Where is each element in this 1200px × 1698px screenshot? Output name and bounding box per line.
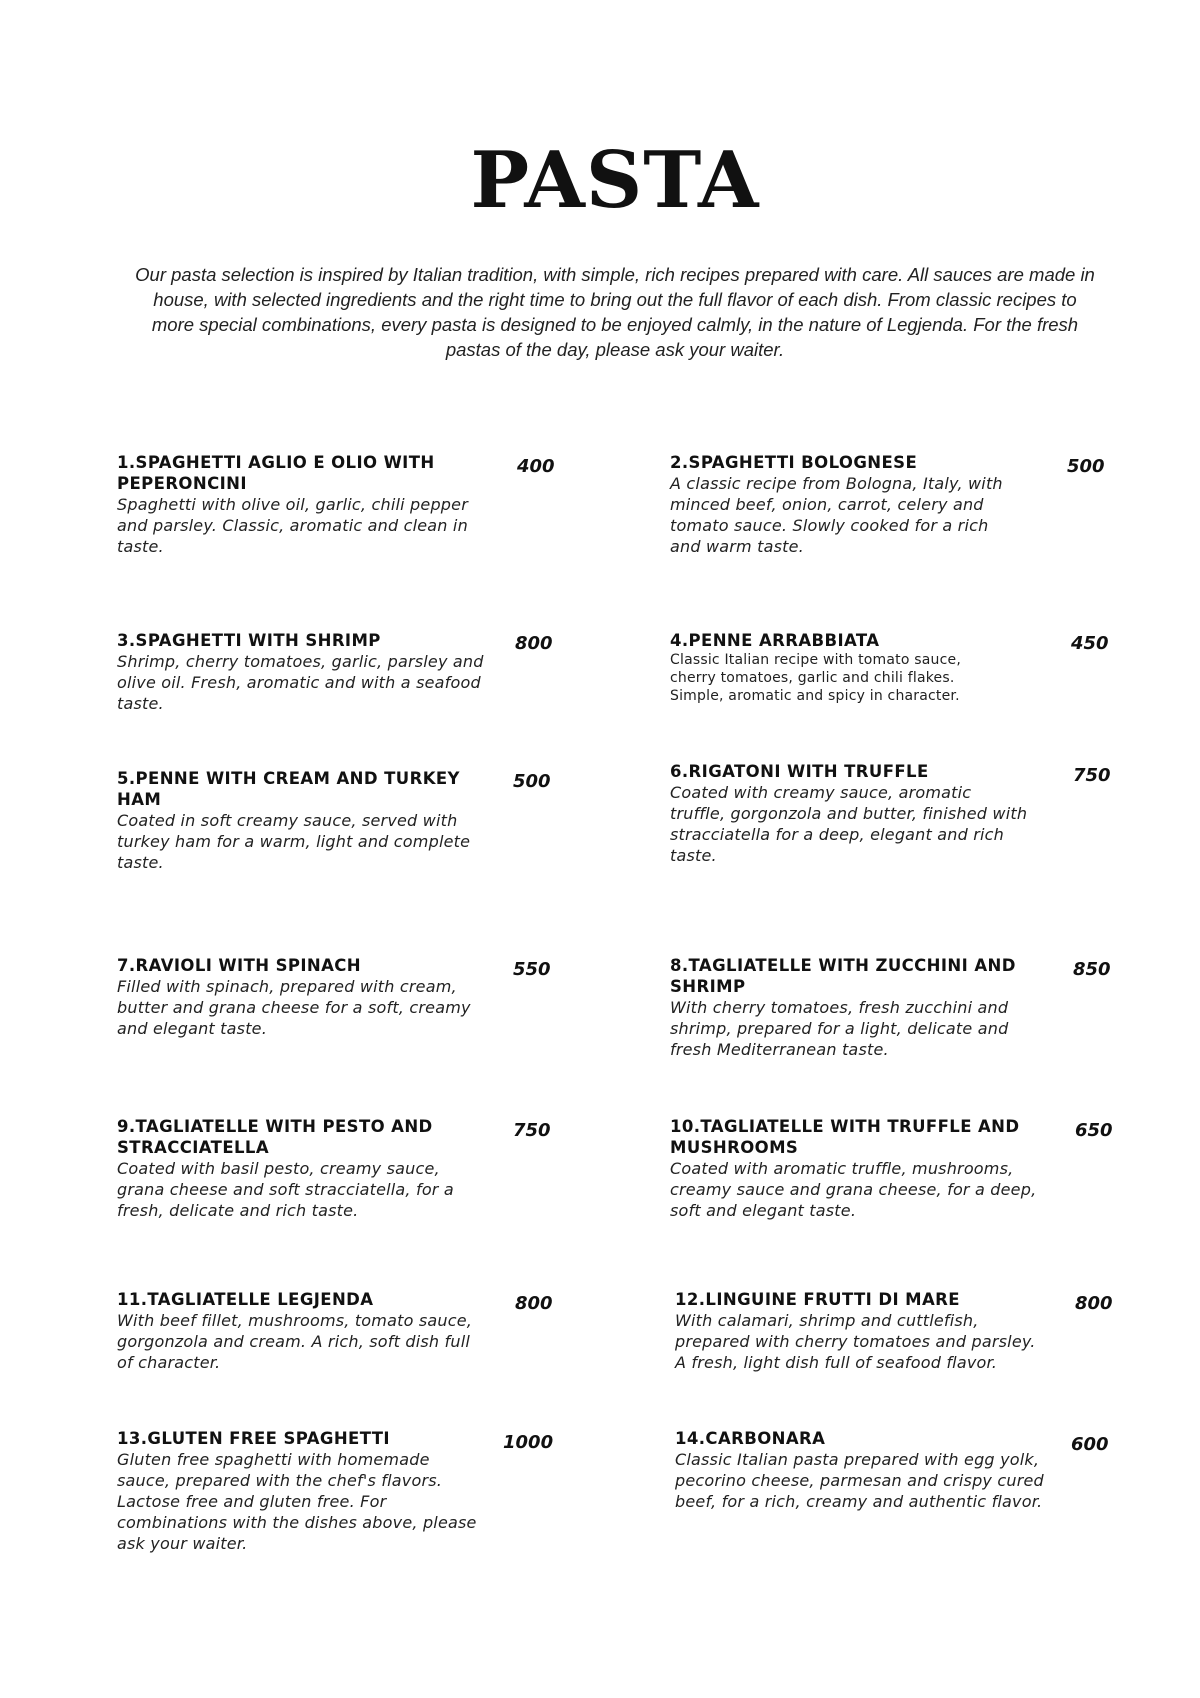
menu-item-name: 12.LINGUINE FRUTTI DI MARE <box>675 1290 960 1309</box>
menu-item-name: 8.TAGLIATELLE WITH ZUCCHINI AND SHRIMP <box>670 956 1016 996</box>
menu-item <box>675 1428 1045 1512</box>
menu-item-description: With cherry tomatoes, fresh zucchini and shrimp, prepared for a light, delicate and fresh Mediterranean taste. <box>670 998 1009 1059</box>
menu-item-description: Coated in soft creamy sauce, served with turkey ham for a warm, light and complete taste. <box>117 811 471 872</box>
menu-item-description: Gluten free spaghetti with homemade sauce, prepared with the chef's flavors. Lactose free and gluten free. For combinations with the dishes above, please ask your waiter. <box>117 1450 477 1553</box>
menu-item <box>117 630 487 714</box>
menu-item-name: 9.TAGLIATELLE WITH PESTO AND STRACCIATELLA <box>117 1117 433 1157</box>
menu-item-name: 11.TAGLIATELLE LEGJENDA <box>117 1290 374 1309</box>
menu-item-description: Coated with creamy sauce, aromatic truffle, gorgonzola and butter, finished with stracciatella for a deep, elegant and rich taste. <box>670 783 1028 865</box>
menu-item-name: 6.RIGATONI WITH TRUFFLE <box>670 762 929 781</box>
menu-item-description: With beef fillet, mushrooms, tomato sauce, gorgonzola and cream. A rich, soft dish full of character. <box>117 1311 473 1372</box>
menu-item-name: 4.PENNE ARRABBIATA <box>670 631 880 650</box>
menu-item <box>117 768 477 873</box>
intro-text: Our pasta selection is inspired by Italian tradition, with simple, rich recipes prepared with care. All sauces are made in house, with selected ingredients and the right time to bring out the full flavor of each dish. From classic recipes to more special combinations, every pasta is designed to be enjoyed calmly, in the nature of Legjenda. For the fresh pastas of the day, please ask your waiter. <box>135 264 1095 360</box>
menu-item-price: 450 <box>1071 633 1109 654</box>
menu-item <box>670 630 1010 705</box>
menu-item-name: 10.TAGLIATELLE WITH TRUFFLE AND MUSHROOMS <box>670 1117 1020 1157</box>
menu-item-price: 500 <box>513 771 551 792</box>
menu-item-name: 1.SPAGHETTI AGLIO E OLIO WITH PEPERONCINI <box>117 453 435 493</box>
menu-item <box>117 452 497 557</box>
menu-item-name: 13.GLUTEN FREE SPAGHETTI <box>117 1429 390 1448</box>
menu-item-name: 5.PENNE WITH CREAM AND TURKEY HAM <box>117 769 460 809</box>
menu-item-description: Filled with spinach, prepared with cream, butter and grana cheese for a soft, creamy and elegant taste. <box>117 977 471 1038</box>
menu-item-name: 3.SPAGHETTI WITH SHRIMP <box>117 631 381 650</box>
menu-item <box>670 452 1020 557</box>
menu-item <box>117 955 477 1039</box>
menu-item <box>670 761 1030 866</box>
menu-item-price: 1000 <box>503 1432 554 1453</box>
menu-item-description: Classic Italian recipe with tomato sauce, cherry tomatoes, garlic and chili flakes. Simple, aromatic and spicy in character. <box>670 652 961 704</box>
menu-item-description: Shrimp, cherry tomatoes, garlic, parsley and olive oil. Fresh, aromatic and with a seafood taste. <box>117 652 484 713</box>
menu-item <box>670 1116 1040 1221</box>
menu-item <box>117 1289 487 1373</box>
menu-item-price: 500 <box>1067 456 1105 477</box>
menu-item-description: Coated with aromatic truffle, mushrooms, creamy sauce and grana cheese, for a deep, soft and elegant taste. <box>670 1159 1037 1220</box>
menu-item-description: Classic Italian pasta prepared with egg yolk, pecorino cheese, parmesan and crispy cured beef, for a rich, creamy and authentic flavor. <box>675 1450 1044 1511</box>
menu-item <box>670 955 1030 1060</box>
menu-item-price: 850 <box>1073 959 1111 980</box>
menu-item-price: 400 <box>517 456 555 477</box>
menu-item <box>675 1289 1045 1373</box>
menu-item-price: 800 <box>515 1293 553 1314</box>
menu-item-price: 800 <box>515 633 553 654</box>
menu-item-name: 14.CARBONARA <box>675 1429 826 1448</box>
menu-item-price: 650 <box>1075 1120 1113 1141</box>
menu-item-price: 750 <box>1073 765 1111 786</box>
menu-item-price: 800 <box>1075 1293 1113 1314</box>
menu-item-price: 600 <box>1071 1434 1109 1455</box>
menu-item-price: 550 <box>513 959 551 980</box>
menu-item-name: 2.SPAGHETTI BOLOGNESE <box>670 453 918 472</box>
menu-item-description: Spaghetti with olive oil, garlic, chili pepper and parsley. Classic, aromatic and clean in taste. <box>117 495 468 556</box>
page-title: PASTA <box>470 135 760 226</box>
menu-item-description: A classic recipe from Bologna, Italy, with minced beef, onion, carrot, celery and tomato sauce. Slowly cooked for a rich and warm taste. <box>670 474 1003 556</box>
menu-item-price: 750 <box>513 1120 551 1141</box>
menu-item <box>117 1428 477 1554</box>
menu-item-description: With calamari, shrimp and cuttlefish, prepared with cherry tomatoes and parsley. A fresh, light dish full of seafood flavor. <box>675 1311 1036 1372</box>
menu-item-name: 7.RAVIOLI WITH SPINACH <box>117 956 361 975</box>
menu-item-description: Coated with basil pesto, creamy sauce, grana cheese and soft stracciatella, for a fresh, delicate and rich taste. <box>117 1159 454 1220</box>
menu-item <box>117 1116 477 1221</box>
